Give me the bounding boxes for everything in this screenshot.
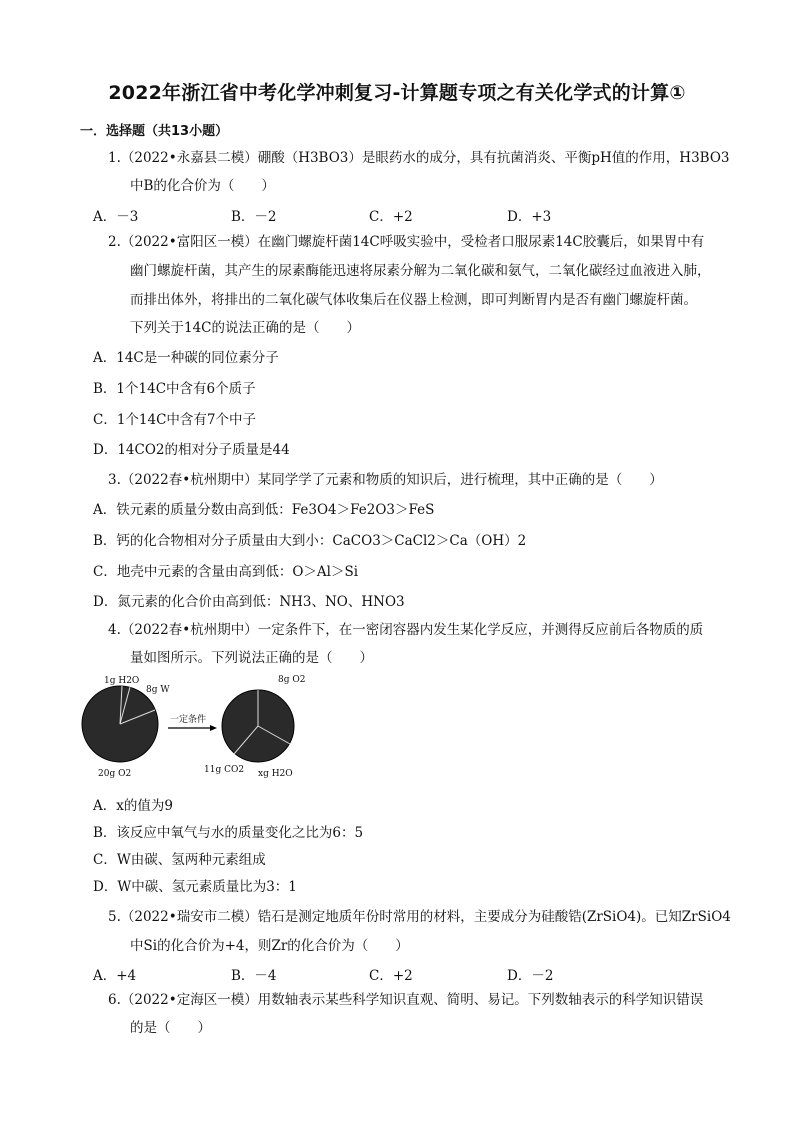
q1-option-d: D．+3 <box>507 209 552 225</box>
q5-option-a: A．+4 <box>93 968 137 984</box>
q1-option-c: C．+2 <box>369 209 413 225</box>
q5-stem-line2: 中Si的化合价为+4，则Zr的化合价为（ ） <box>130 938 409 954</box>
before-label-h2o: 1g H2O <box>104 676 140 686</box>
page-title: 2022年浙江省中考化学冲刺复习-计算题专项之有关化学式的计算① <box>108 82 686 104</box>
section-heading: 一．选择题（共13小题） <box>80 124 229 139</box>
q6-stem-line1: 6.（2022•定海区一模）用数轴表示某些科学知识直观、简明、易记。下列数轴表示的科学知识错误 <box>108 992 704 1008</box>
q3-option-c: C．地壳中元素的含量由高到低：O＞Al＞Si <box>93 564 359 580</box>
q3-option-b: B．钙的化合物相对分子质量由大到小：CaCO3＞CaCl2＞Ca（OH）2 <box>93 533 527 549</box>
q4-option-a: A．x的值为9 <box>93 798 173 814</box>
q1-stem-line2: 中B的化合价为（ ） <box>130 178 275 194</box>
reaction-arrow-head <box>210 725 217 731</box>
q1-stem-line1: 1.（2022•永嘉县二模）硼酸（H3BO3）是眼药水的成分，具有抗菌消炎、平衡pH值的作用，H3BO3 <box>108 150 730 166</box>
q2-stem-line4: 下列关于14C的说法正确的是（ ） <box>130 320 361 336</box>
q5-option-c: C．+2 <box>369 968 413 984</box>
q2-stem-line2: 幽门螺旋杆菌，其产生的尿素酶能迅速将尿素分解为二氧化碳和氨气，二氧化碳经过血液进入肺， <box>130 263 711 279</box>
reaction-condition-label: 一定条件 <box>170 715 207 725</box>
q1-option-a: A．－3 <box>93 209 139 225</box>
q3-option-d: D．氮元素的化合价由高到低：NH3、NO、HNO3 <box>93 594 405 610</box>
q4-option-c: C．W由碳、氢两种元素组成 <box>93 852 266 868</box>
q3-stem-line1: 3.（2022春•杭州期中）某同学学了元素和物质的知识后，进行梳理，其中正确的是（ ） <box>108 472 663 488</box>
q6-stem-line2: 的是（ ） <box>130 1020 211 1036</box>
q5-stem-line1: 5.（2022•瑞安市二模）锆石是测定地质年份时常用的材料，主要成分为硅酸锆(ZrSiO4)。已知ZrSiO4 <box>108 909 731 925</box>
q2-option-a: A．14C是一种碳的同位素分子 <box>93 350 279 366</box>
q4-option-d: D．W中碳、氢元素质量比为3：1 <box>93 879 297 895</box>
q2-stem-line3: 而排出体外，将排出的二氧化碳气体收集后在仪器上检测，即可判断胃内是否有幽门螺旋杆菌。 <box>130 292 697 308</box>
q5-option-d: D．－2 <box>507 968 554 984</box>
after-label-h2o: xg H2O <box>258 769 293 779</box>
q2-option-c: C．1个14C中含有7个中子 <box>93 412 257 428</box>
after-label-o2: 8g O2 <box>278 675 306 685</box>
q4-option-b: B．该反应中氧气与水的质量变化之比为6：5 <box>93 825 364 841</box>
q2-option-b: B．1个14C中含有6个质子 <box>93 381 256 397</box>
pie-diagrams <box>80 668 310 780</box>
q2-stem-line1: 2.（2022•富阳区一模）在幽门螺旋杆菌14C呼吸实验中，受检者口服尿素14C胶囊后，如果胃中有 <box>108 234 705 250</box>
q5-option-b: B．－4 <box>231 968 277 984</box>
q4-stem-line2: 量如图所示。下列说法正确的是（ ） <box>130 650 373 666</box>
before-label-o2: 20g O2 <box>98 769 132 779</box>
q4-stem-line1: 4.（2022春•杭州期中）一定条件下，在一密闭容器内发生某化学反应，并测得反应前后各物质的质 <box>108 622 704 638</box>
reaction-pie-figure <box>80 668 310 780</box>
before-label-w: 8g W <box>146 685 170 695</box>
q1-option-b: B．－2 <box>231 209 277 225</box>
q3-option-a: A．铁元素的质量分数由高到低：Fe3O4＞Fe2O3＞FeS <box>93 502 435 518</box>
after-label-co2: 11g CO2 <box>204 765 245 775</box>
q2-option-d: D．14CO2的相对分子质量是44 <box>93 442 290 458</box>
